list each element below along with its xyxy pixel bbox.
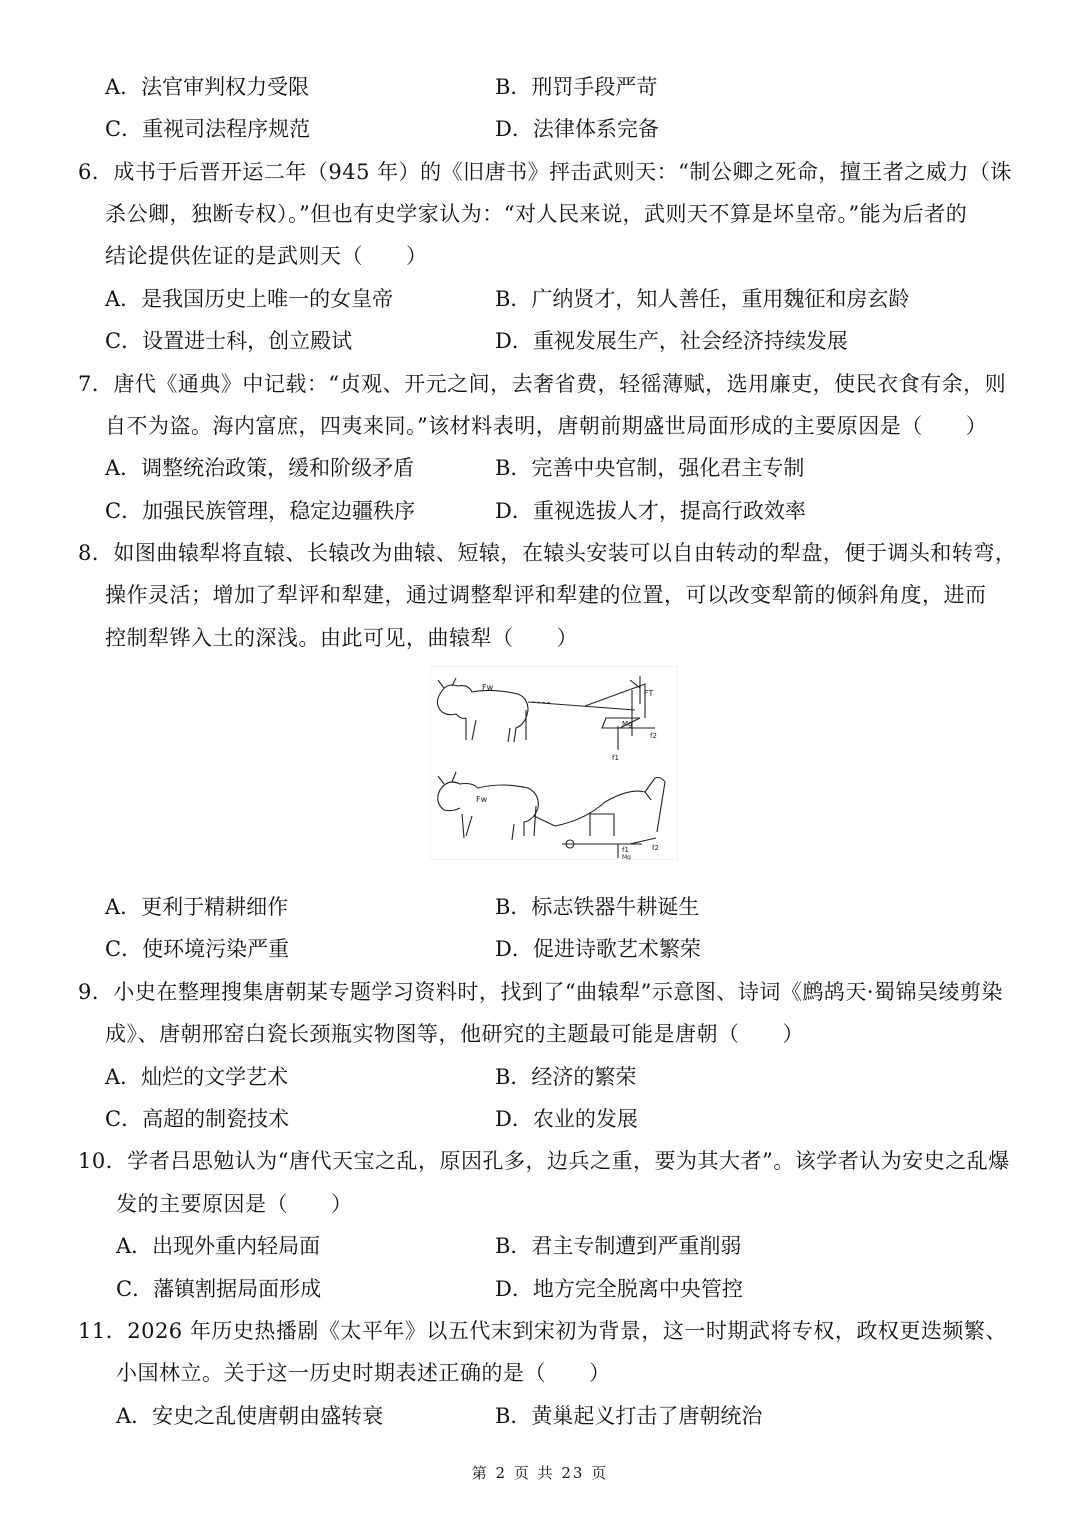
q8-option-d: D．促进诗歌艺术繁荣 <box>495 937 701 961</box>
q6-option-b: B．广纳贤才，知人善任，重用魏征和房玄龄 <box>495 287 910 311</box>
q9-option-d: D．农业的发展 <box>495 1107 638 1131</box>
label-fw-top: Fw <box>482 683 494 692</box>
q10-option-a: A．出现外重内轻局面 <box>116 1234 321 1258</box>
q7-option-c: C．加强民族管理，稳定边疆秩序 <box>105 499 416 523</box>
q11-option-a: A．安史之乱使唐朝由盛转衰 <box>116 1404 384 1428</box>
q5-option-a: A．法官审判权力受限 <box>105 75 310 99</box>
q11-option-b: B．黄巢起义打击了唐朝统治 <box>495 1404 763 1428</box>
q5-option-d: D．法律体系完备 <box>495 117 659 141</box>
q9-stem-line1: 9．小史在整理搜集唐朝某专题学习资料时，找到了“曲辕犁”示意图、诗词《鹧鸪天·蜀锦吴绫剪染 <box>78 980 1004 1004</box>
q7-stem-line2: 自不为盗。海内富庶，四夷来同。”该材料表明，唐朝前期盛世局面形成的主要原因是（ ） <box>105 414 988 438</box>
q7-option-d: D．重视选拔人才，提高行政效率 <box>495 499 806 523</box>
q9-option-c: C．高超的制瓷技术 <box>105 1107 290 1131</box>
q6-stem-line3: 结论提供佐证的是武则天（ ） <box>105 244 428 268</box>
q7-stem-line1: 7．唐代《通典》中记载：“贞观、开元之间，去奢省费，轻徭薄赋，选用廉吏，使民衣食有余，则 <box>78 372 1007 396</box>
q10-stem-line1: 10．学者吕思勉认为“唐代天宝之乱，原因孔多，边兵之重，要为其大者”。该学者认为安史之乱爆 <box>78 1149 1010 1173</box>
q8-stem-line3: 控制犁铧入土的深浅。由此可见，曲辕犁（ ） <box>105 626 578 650</box>
q8-option-b: B．标志铁器牛耕诞生 <box>495 895 700 919</box>
page-number-footer: 第 2 页 共 23 页 <box>471 1464 609 1482</box>
q11-stem-line2: 小国林立。关于这一历史时期表述正确的是（ ） <box>116 1361 611 1385</box>
q6-option-d: D．重视发展生产，社会经济持续发展 <box>495 329 848 353</box>
q10-option-d: D．地方完全脱离中央管控 <box>495 1277 743 1301</box>
q10-option-c: C．藩镇割据局面形成 <box>116 1277 322 1301</box>
label-mg-bottom: Mg <box>622 854 631 860</box>
label-fw-bottom: Fw <box>476 795 488 804</box>
q6-stem-line2: 杀公卿，独断专权）。”但也有史学家认为：“对人民来说，武则天不算是坏皇帝。”能为后者的 <box>105 202 968 226</box>
q5-option-c: C．重视司法程序规范 <box>105 117 311 141</box>
q6-option-c: C．设置进士科，创立殿试 <box>105 329 353 353</box>
q10-stem-line2: 发的主要原因是（ ） <box>116 1192 353 1216</box>
label-f1-top: f1 <box>612 754 619 762</box>
q11-stem-line1: 11．2026 年历史热播剧《太平年》以五代末到宋初为背景，这一时期武将专权，政权更迭频繁、 <box>78 1319 1007 1343</box>
q6-option-a: A．是我国历史上唯一的女皇帝 <box>105 287 394 311</box>
q9-option-a: A．灿烂的文学艺术 <box>105 1065 289 1089</box>
q8-option-c: C．使环境污染严重 <box>105 937 290 961</box>
q8-stem-line1: 8．如图曲辕犁将直辕、长辕改为曲辕、短辕，在辕头安装可以自由转动的犁盘，便于调头和转弯， <box>78 541 1017 565</box>
label-f2-bottom: f2 <box>652 844 659 852</box>
q9-option-b: B．经济的繁荣 <box>495 1065 637 1089</box>
q8-stem-line2: 操作灵活；增加了犁评和犁建，通过调整犁评和犁建的位置，可以改变犁箭的倾斜角度，进而 <box>105 583 987 607</box>
label-mg-top: Mg <box>622 720 633 728</box>
q10-option-b: B．君主专制遭到严重削弱 <box>495 1234 742 1258</box>
q7-option-a: A．调整统治政策，缓和阶级矛盾 <box>105 456 415 480</box>
q6-stem-line1: 6．成书于后晋开运二年（945 年）的《旧唐书》抨击武则天：“制公卿之死命，擅王者之威力（诛 <box>78 160 1012 184</box>
q5-option-b: B．刑罚手段严苛 <box>495 75 658 99</box>
label-ft-top: FT <box>644 689 654 698</box>
q9-stem-line2: 成》、唐朝邢窑白瓷长颈瓶实物图等，他研究的主题最可能是唐朝（ ） <box>105 1022 804 1046</box>
q7-option-b: B．完善中央官制，强化君主专制 <box>495 456 805 480</box>
label-f1-bottom: f1 <box>622 846 629 854</box>
q8-option-a: A．更利于精耕细作 <box>105 895 289 919</box>
label-f2-top: f2 <box>650 732 657 740</box>
curved-plough-figure <box>430 666 678 860</box>
